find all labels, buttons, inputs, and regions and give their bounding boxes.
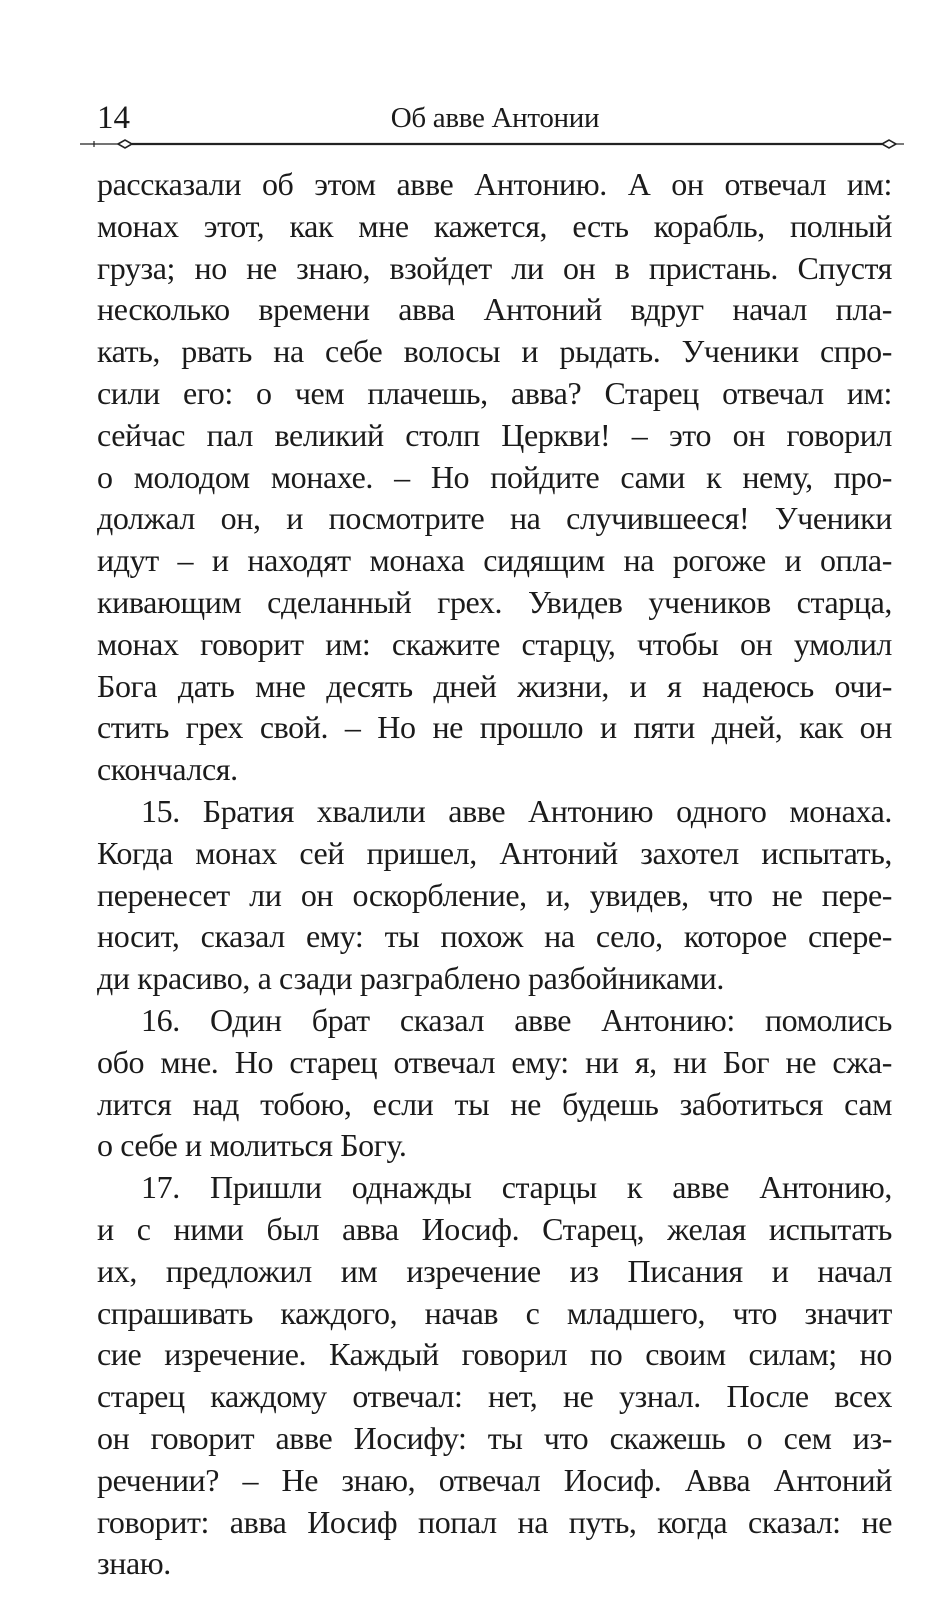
text-line: сие изречение. Каждый говорил по своим силам; но: [97, 1336, 892, 1373]
text-line: монах этот, как мне кажется, есть корабль, полный: [97, 207, 892, 244]
text-line: и с ними был авва Иосиф. Старец, желая испытать: [97, 1210, 892, 1247]
text-line: обо мне. Но старец отвечал ему: ни я, ни Бог не сжа-: [97, 1043, 892, 1080]
text-line: кивающим сделанный грех. Увидев учеников старца,: [97, 583, 892, 620]
text-line: о себе и молиться Богу.: [97, 1127, 407, 1164]
body-text: [97, 164, 892, 1585]
text-line: стить грех свой. – Но не прошло и пяти дней, как он: [97, 709, 892, 746]
header-rule-ornament: [80, 132, 904, 156]
text-line: кать, рвать на себе волосы и рыдать. Ученики спро-: [97, 333, 892, 370]
text-line: 15. Братия хвалили авве Антонию одного монаха.: [141, 792, 892, 829]
text-line: спрашивать каждого, начав с младшего, что значит: [97, 1294, 892, 1331]
text-line: сили его: о чем плачешь, авва? Старец отвечал им:: [97, 374, 892, 411]
running-title: Об авве Антонии: [390, 102, 600, 134]
text-line: носит, сказал ему: ты похож на село, которое спере-: [97, 918, 892, 955]
text-line: груза; но не знаю, взойдет ли он в пристань. Спустя: [97, 249, 892, 286]
text-line: он говорит авве Иосифу: ты что скажешь о сем из-: [97, 1419, 892, 1456]
text-line: говорит: авва Иосиф попал на путь, когда сказал: не: [97, 1503, 892, 1540]
text-line: речении? – Не знаю, отвечал Иосиф. Авва Антоний: [97, 1461, 892, 1498]
text-line: о молодом монахе. – Но пойдите сами к нему, про-: [97, 458, 892, 495]
text-line: ди красиво, а сзади разграблено разбойниками.: [97, 960, 724, 997]
text-line: перенесет ли он оскорбление, и, увидев, что не пере-: [97, 876, 892, 913]
text-line: 17. Пришли однажды старцы к авве Антонию,: [141, 1169, 892, 1206]
text-line: рассказали об этом авве Антонию. А он отвечал им:: [97, 166, 892, 202]
text-line: сейчас пал великий столп Церкви! – это он говорил: [97, 416, 892, 453]
text-line: Когда монах сей пришел, Антоний захотел испытать,: [97, 834, 892, 871]
text-line: знаю.: [97, 1545, 171, 1582]
text-line: несколько времени авва Антоний вдруг начал пла-: [97, 291, 892, 328]
page-number: 14: [97, 100, 130, 136]
text-line: скончался.: [97, 751, 238, 788]
text-line: должал он, и посмотрите на случившееся! Ученики: [97, 500, 892, 537]
text-line: монах говорит им: скажите старцу, чтобы он умолил: [97, 625, 892, 662]
text-line: старец каждому отвечал: нет, не узнал. После всех: [97, 1378, 892, 1415]
text-line: идут – и находят монаха сидящим на рогоже и опла-: [97, 542, 892, 579]
text-line: Бога дать мне десять дней жизни, и я надеюсь очи-: [97, 667, 892, 704]
text-line: 16. Один брат сказал авве Антонию: помолись: [141, 1001, 892, 1038]
text-line: лится над тобою, если ты не будешь заботиться сам: [97, 1085, 892, 1122]
text-line: их, предложил им изречение из Писания и начал: [97, 1252, 892, 1289]
